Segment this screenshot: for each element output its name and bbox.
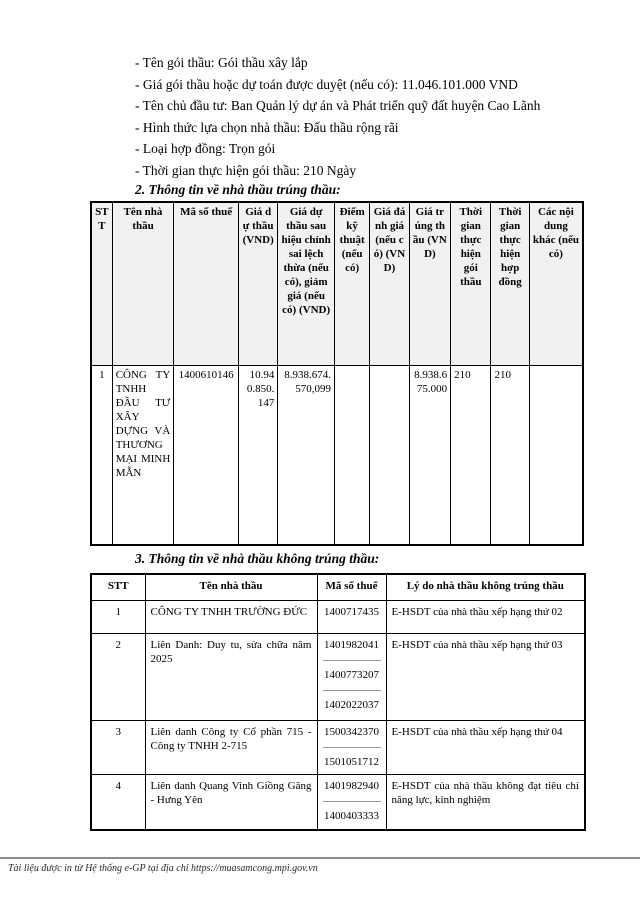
loser-reason: E-HSDT của nhà thầu xếp hạng thứ 04 [386, 720, 585, 774]
loser-reason: E-HSDT của nhà thầu xếp hạng thứ 02 [386, 600, 585, 633]
winners-section-title: 2. Thông tin về nhà thầu trúng thầu: [135, 182, 341, 197]
loser-reason: E-HSDT của nhà thầu không đạt tiêu chí năng lực, kinh nghiệm [386, 774, 585, 830]
loser-tax-codes [317, 774, 386, 830]
winners-header-tax-code: Mã số thuế [174, 202, 239, 365]
loser-stt: 1 [91, 600, 145, 633]
loser-row [91, 720, 585, 774]
loser-name: Liên danh Quang Vinh Giồng Găng - Hưng Yên [145, 774, 317, 830]
info-line-investor: - Tên chủ đầu tư: Ban Quản lý dự án và Phát triển quỹ đất huyện Cao Lãnh [135, 98, 541, 113]
package-info-list [90, 52, 584, 181]
winner-winning-price: 8.938.675.000 [409, 365, 450, 545]
footer-print-note: Tài liệu được in từ Hệ thống e-GP tại địa chỉ https://muasamcong.mpi.gov.vn [8, 863, 318, 874]
winners-header-winning-price: Giá trúng thầu (VND) [409, 202, 450, 365]
loser-row [91, 774, 585, 830]
winners-header-contractor-name: Tên nhà thầu [112, 202, 174, 365]
losers-header-name: Tên nhà thầu [145, 574, 317, 600]
winner-technical-score [334, 365, 369, 545]
tax-code: 1401982041 [323, 638, 381, 661]
loser-name: Liên Danh: Duy tu, sửa chữa năm 2025 [145, 633, 317, 720]
winner-evaluated-price [370, 365, 409, 545]
winner-adjusted-price: 8.938.674.570,099 [278, 365, 335, 545]
loser-tax-codes [317, 600, 386, 633]
tax-code: 1400773207 [323, 668, 381, 691]
losers-header-tax-code: Mã số thuế [317, 574, 386, 600]
info-line-duration: - Thời gian thực hiện gói thầu: 210 Ngày [135, 162, 357, 178]
winner-tax-code: 1400610146 [174, 365, 239, 545]
losers-header-stt: STT [91, 574, 145, 600]
winners-header-bid-price: Giá dự thầu (VND) [238, 202, 277, 365]
winners-header-package-duration: Thời gian thực hiện gói thầu [451, 202, 491, 365]
winners-header-contract-duration: Thời gian thực hiện hợp đồng [491, 202, 529, 365]
losers-table [90, 573, 586, 831]
winners-header-stt: STT [91, 202, 112, 365]
loser-stt: 4 [91, 774, 145, 830]
winner-stt: 1 [91, 365, 112, 545]
tax-code: 1500342370 [323, 725, 381, 748]
loser-name: CÔNG TY TNHH TRƯỜNG ĐỨC [145, 600, 317, 633]
loser-row [91, 600, 585, 633]
info-line-package-name: - Tên gói thầu: Gói thầu xây lắp [135, 55, 308, 70]
winners-table [90, 201, 584, 546]
winner-package-duration: 210 [451, 365, 491, 545]
loser-row [91, 633, 585, 720]
info-line-selection-method: - Hình thức lựa chọn nhà thầu: Đấu thầu rộng rãi [135, 119, 399, 135]
loser-reason: E-HSDT của nhà thầu xếp hạng thứ 03 [386, 633, 585, 720]
tax-code: 1501051712 [324, 755, 379, 768]
winners-header-evaluated-price: Giá đánh giá (nếu có) (VND) [370, 202, 409, 365]
losers-section-title: 3. Thông tin về nhà thầu không trúng thầu: [135, 551, 380, 566]
winners-header-technical-score: Điểm kỹ thuật (nếu có) [334, 202, 369, 365]
winners-header-adjusted-price: Giá dự thầu sau hiệu chỉnh sai lệch thừa (nếu có), giảm giá (nếu có) (VND) [278, 202, 335, 365]
loser-stt: 3 [91, 720, 145, 774]
page-footer [0, 857, 640, 874]
info-line-package-price: - Giá gói thầu hoặc dự toán được duyệt (nếu có): 11.046.101.000 VND [135, 76, 518, 92]
winner-contractor-name: CÔNG TY TNHH ĐẦU TƯ XÂY DỰNG VÀ THƯƠNG MẠI MINH MẪN [112, 365, 174, 545]
loser-stt: 2 [91, 633, 145, 720]
winners-table-header-row [91, 202, 583, 365]
tax-code: 1401982940 [323, 779, 381, 802]
winner-other [529, 365, 583, 545]
winner-bid-price: 10.940.850.147 [238, 365, 277, 545]
losers-table-header-row [91, 574, 585, 600]
winner-row [91, 365, 583, 545]
loser-tax-codes [317, 633, 386, 720]
winners-header-other: Các nội dung khác (nếu có) [529, 202, 583, 365]
loser-tax-codes [317, 720, 386, 774]
losers-header-reason: Lý do nhà thầu không trúng thầu [386, 574, 585, 600]
tax-code: 1402022037 [324, 698, 379, 711]
winner-contract-duration: 210 [491, 365, 529, 545]
loser-name: Liên danh Công ty Cổ phần 715 - Công ty TNHH 2-715 [145, 720, 317, 774]
tax-code: 1400717435 [324, 605, 379, 618]
tax-code: 1400403333 [324, 809, 379, 822]
info-line-contract-type: - Loại hợp đồng: Trọn gói [135, 141, 276, 156]
